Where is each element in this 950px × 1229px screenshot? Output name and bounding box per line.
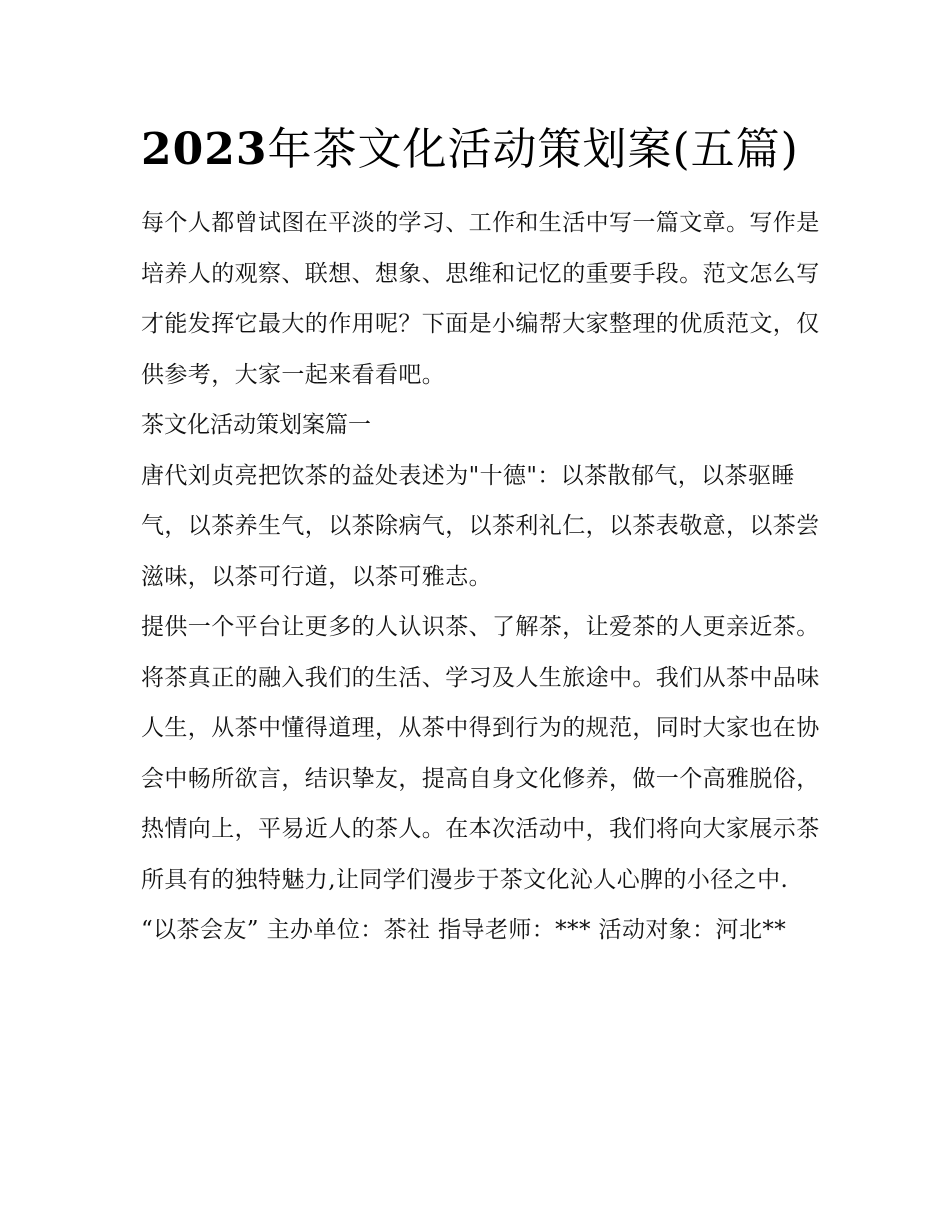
section-heading: 茶文化活动策划案篇一 bbox=[141, 412, 371, 438]
paragraph-ten-virtues: 唐代刘贞亮把饮茶的益处表述为"十德"：以茶散郁气，以茶驱睡气，以茶养生气，以茶除病气，以茶利礼仁，以茶表敬意，以茶尝滋味，以茶可行道，以茶可雅志。 bbox=[141, 462, 820, 590]
intro-paragraph: 每个人都曾试图在平淡的学习、工作和生活中写一篇文章。写作是培养人的观察、联想、想象、思维和记忆的重要手段。范文怎么写才能发挥它最大的作用呢？下面是小编帮大家整理的优质范文，仅供参考，大家一起来看看吧。 bbox=[141, 210, 820, 388]
document-title bbox=[141, 112, 801, 188]
title-year: 2023 bbox=[141, 124, 268, 175]
paragraph-event-info: “以茶会友” 主办单位：茶社 指导老师：*** 活动对象：河北** bbox=[141, 917, 787, 943]
paragraph-purpose: 提供一个平台让更多的人认识茶、了解茶，让爱茶的人更亲近茶。将茶真正的融入我们的生活、学习及人生旅途中。我们从茶中品味人生，从茶中懂得道理，从茶中得到行为的规范，同时大家也在协会中畅所欲言，结识挚友，提高自身文化修养，做一个高雅脱俗，热情向上，平易近人的茶人。在本次活动中，我们将向大家展示茶所具有的独特魅力,让同学们漫步于茶文化沁人心脾的小径之中. bbox=[141, 614, 820, 893]
document-body bbox=[141, 112, 821, 956]
title-text: 年茶文化活动策划案(五篇) bbox=[267, 124, 799, 175]
